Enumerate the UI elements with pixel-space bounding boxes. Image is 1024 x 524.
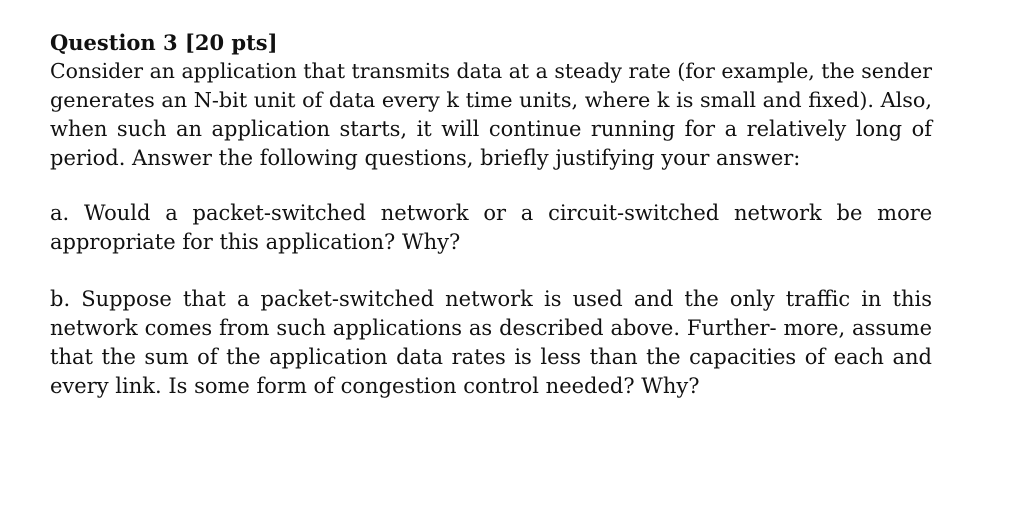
intro-line: generates an N-bit unit of data every k time units, where k is small and fixed). Also, [50,88,932,112]
part-b [50,285,932,401]
part-b-line: every link. Is some form of congestion control needed? Why? [50,374,700,398]
question-title: Question 3 [20 pts] [50,30,278,55]
part-a-line: a. Would a packet-switched network or a circuit-switched network be more [50,201,933,225]
part-b-line: b. Suppose that a packet-switched network is used and the only traffic in this [50,287,932,311]
intro-line: Consider an application that transmits data at a steady rate (for example, the sender [50,59,932,83]
part-b-line: that the sum of the application data rates is less than the capacities of each and [50,345,932,369]
question-document [50,28,932,401]
part-b-line: network comes from such applications as described above. Further- more, assume [50,316,932,340]
intro-line: period. Answer the following questions, briefly justifying your answer: [50,146,801,170]
part-a [50,199,932,257]
intro-line: when such an application starts, it will continue running for a relatively long of [50,117,932,141]
part-a-line: appropriate for this application? Why? [50,230,461,254]
question-intro [50,57,932,173]
